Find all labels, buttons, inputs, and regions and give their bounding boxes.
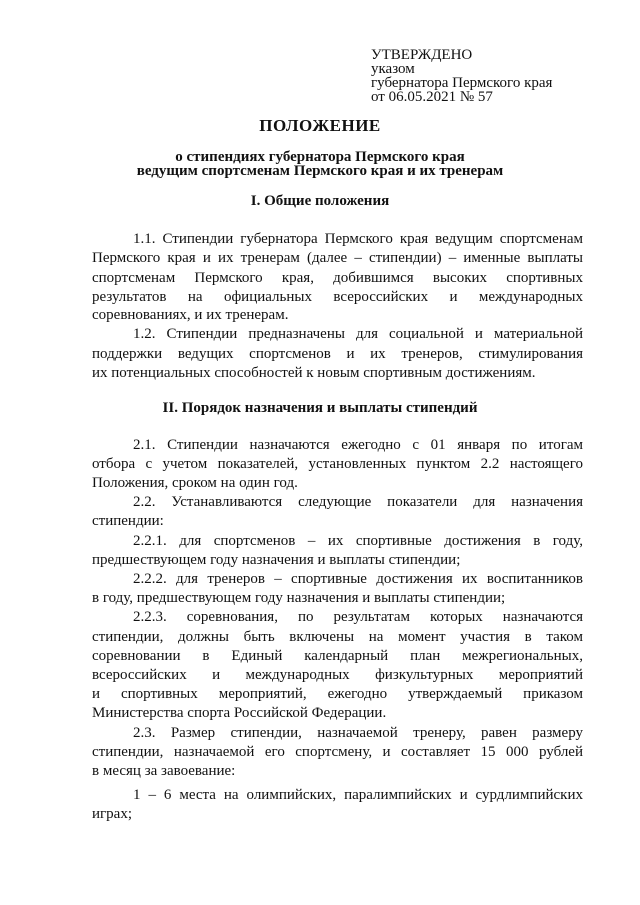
text-line: в году, предшествующем году назначения и выплаты стипендии;: [92, 590, 506, 606]
approval-date-number: от 06.05.2021 № 57: [371, 89, 493, 105]
approval-by: указом: [371, 61, 415, 77]
text-line: и спортивных мероприятий, ежегодно утверждаемый приказом: [92, 686, 583, 702]
text-line: 1 – 6 места на олимпийских, паралимпийских и сурдлимпийских: [133, 787, 583, 803]
text-line: 1.1. Стипендии губернатора Пермского края ведущим спортсменам: [133, 231, 583, 247]
text-line: отбора с учетом показателей, установленных пунктом 2.2 настоящего: [92, 456, 583, 472]
text-line: 1.2. Стипендии предназначены для социальной и материальной: [133, 326, 583, 342]
text-line: результатов на официальных всероссийских и международных: [92, 289, 583, 305]
text-line: Пермского края и их тренерам (далее – стипендии) – именные выплаты: [92, 250, 583, 266]
text-line: 2.2.1. для спортсменов – их спортивные достижения в году,: [133, 533, 583, 549]
text-line: 2.3. Размер стипендии, назначаемой тренеру, равен размеру: [133, 725, 583, 741]
section-1-heading: I. Общие положения: [250, 193, 390, 209]
document-subtitle-line-2: ведущим спортсменам Пермского края и их тренерам: [136, 163, 504, 179]
text-line: соревновании в Единый календарный план межрегиональных,: [92, 648, 583, 664]
text-line: стипендии, должны быть включены на момент участия в таком: [92, 629, 583, 645]
document-title: ПОЛОЖЕНИЕ: [259, 116, 381, 135]
text-line: всероссийских и международных физкультурных мероприятий: [92, 667, 583, 683]
text-line: предшествующем году назначения и выплаты стипендии;: [92, 552, 461, 568]
text-line: 2.2.2. для тренеров – спортивные достижения их воспитанников: [133, 571, 583, 587]
text-line: играх;: [92, 806, 133, 822]
text-line: в месяц за завоевание:: [92, 763, 236, 779]
text-line: стипендии, назначаемой его спортсмену, и составляет 15 000 рублей: [92, 744, 583, 760]
section-2-heading: II. Порядок назначения и выплаты стипендий: [162, 400, 478, 416]
document-subtitle-line-1: о стипендиях губернатора Пермского края: [175, 149, 465, 165]
text-line: поддержки ведущих спортсменов и их тренеров, стимулирования: [92, 346, 583, 362]
text-line: их потенциальных способностей к новым спортивным достижениям.: [92, 365, 536, 381]
text-line: 2.2.3. соревнования, по результатам которых назначаются: [133, 609, 583, 625]
text-line: 2.2. Устанавливаются следующие показатели для назначения: [133, 494, 583, 510]
text-line: спортсменам Пермского края, добившимся высоких спортивных: [92, 270, 583, 286]
text-line: Положения, сроком на один год.: [92, 475, 298, 491]
approval-author: губернатора Пермского края: [371, 75, 553, 91]
text-line: соревнованиях, и их тренерам.: [92, 307, 289, 323]
text-line: 2.1. Стипендии назначаются ежегодно с 01 января по итогам: [133, 437, 583, 453]
text-line: Министерства спорта Российской Федерации.: [92, 705, 387, 721]
approval-title: УТВЕРЖДЕНО: [371, 47, 473, 63]
approval-stamp: [371, 48, 552, 104]
text-line: стипендии:: [92, 513, 164, 529]
